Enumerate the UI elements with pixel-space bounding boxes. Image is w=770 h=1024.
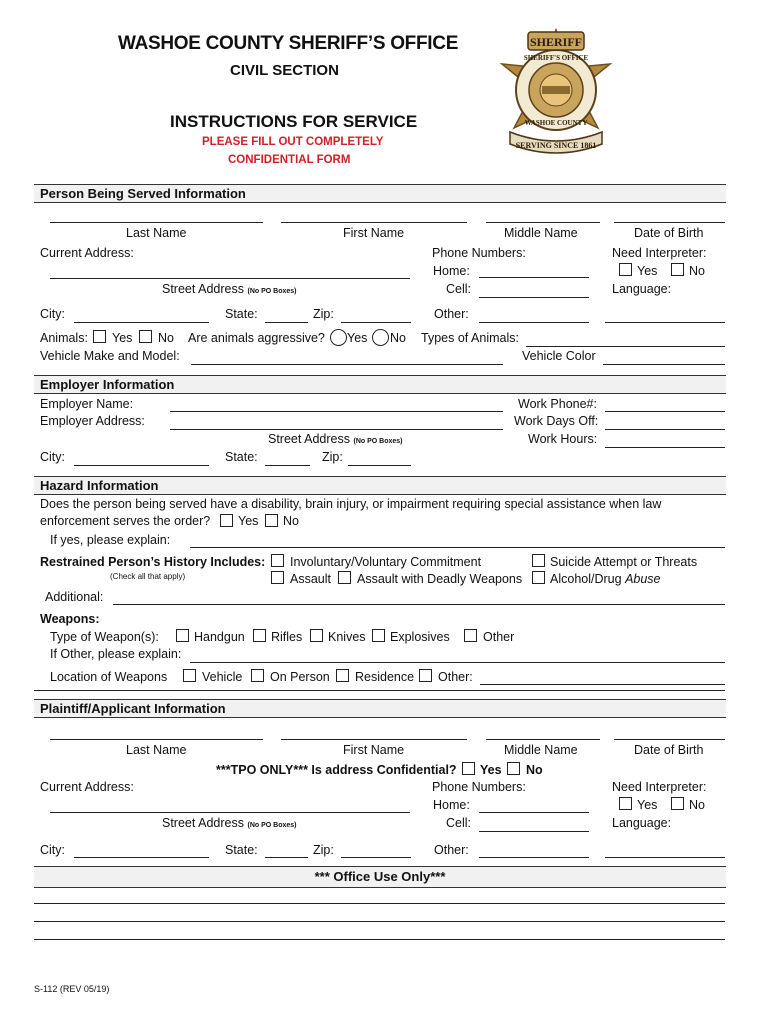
- plaintiff-zip-field[interactable]: [341, 857, 411, 858]
- zip-label: Zip:: [313, 307, 334, 321]
- vehicle-field[interactable]: [191, 364, 503, 365]
- cell-phone-field[interactable]: [479, 297, 589, 298]
- disability-no-checkbox[interactable]: [265, 514, 278, 527]
- location-on-person-checkbox[interactable]: [251, 669, 264, 682]
- cell-label: Cell:: [446, 282, 472, 296]
- explosives-checkbox[interactable]: [372, 629, 385, 642]
- work-hours-label: Work Hours:: [528, 432, 598, 446]
- location-vehicle-checkbox[interactable]: [183, 669, 196, 682]
- plaintiff-other-field[interactable]: [479, 857, 589, 858]
- home-phone-field[interactable]: [479, 277, 589, 278]
- location-other-checkbox[interactable]: [419, 669, 432, 682]
- assault-checkbox[interactable]: [271, 571, 284, 584]
- work-phone-label: Work Phone#:: [518, 397, 597, 411]
- aggressive-label: Are animals aggressive?: [188, 331, 325, 345]
- assault-weapons-label: Assault with Deadly Weapons: [357, 572, 523, 586]
- current-address-label: Current Address:: [40, 246, 134, 260]
- language-field[interactable]: [605, 322, 725, 323]
- plaintiff-last-name-label: Last Name: [126, 743, 187, 757]
- home-label: Home:: [433, 264, 470, 278]
- form-number: S-112 (REV 05/19): [34, 984, 110, 994]
- plaintiff-interpreter-label: Need Interpreter:: [612, 780, 707, 794]
- employer-name-field[interactable]: [170, 411, 503, 412]
- location-vehicle-label: Vehicle: [202, 670, 243, 684]
- work-hours-field[interactable]: [605, 447, 725, 448]
- plaintiff-cell-field[interactable]: [479, 831, 589, 832]
- weapons-label: Weapons:: [40, 612, 100, 626]
- vehicle-label: Vehicle Make and Model:: [40, 349, 180, 363]
- weapon-other-label: Other: [483, 630, 515, 644]
- animals-yes-label: Yes: [112, 331, 133, 345]
- section-header-hazard: Hazard Information: [34, 476, 726, 495]
- sheriff-badge-logo: [490, 28, 622, 160]
- assault-label: Assault: [290, 572, 331, 586]
- alcohol-label: Alcohol/Drug Abuse: [550, 572, 661, 586]
- employer-name-label: Employer Name:: [40, 397, 134, 411]
- plaintiff-middle-name-label: Middle Name: [504, 743, 578, 757]
- office-use-line-3[interactable]: [34, 939, 725, 940]
- plaintiff-interpreter-no-checkbox[interactable]: [671, 797, 684, 810]
- plaintiff-home-field[interactable]: [479, 812, 589, 813]
- confidential-notice: CONFIDENTIAL FORM: [228, 154, 351, 166]
- weapon-other-checkbox[interactable]: [464, 629, 477, 642]
- aggressive-yes-label: Yes: [347, 331, 368, 345]
- knives-checkbox[interactable]: [310, 629, 323, 642]
- dob-label: Date of Birth: [634, 226, 704, 240]
- dob-field[interactable]: [614, 222, 725, 223]
- office-use-line-2[interactable]: [34, 921, 725, 922]
- explosives-label: Explosives: [390, 630, 450, 644]
- tpo-question: ***TPO ONLY*** Is address Confidential?: [216, 763, 457, 777]
- first-name-field[interactable]: [281, 222, 467, 223]
- section-header-plaintiff: Plaintiff/Applicant Information: [34, 699, 726, 718]
- svg-text:WASHOE COUNTY: WASHOE COUNTY: [524, 119, 588, 127]
- disability-question: Does the person being served have a disability, brain injury, or impairment requiring special assistance when law: [40, 497, 662, 511]
- alcohol-checkbox[interactable]: [532, 571, 545, 584]
- plaintiff-dob-field[interactable]: [614, 739, 725, 740]
- animals-no-label: No: [158, 331, 174, 345]
- interpreter-no-label: No: [689, 264, 705, 278]
- employer-city-field[interactable]: [74, 465, 209, 466]
- explain-field[interactable]: [190, 547, 725, 548]
- document-title: INSTRUCTIONS FOR SERVICE: [170, 112, 418, 131]
- types-of-animals-label: Types of Animals:: [421, 331, 519, 345]
- assault-weapons-checkbox[interactable]: [338, 571, 351, 584]
- aggressive-yes-radio[interactable]: [330, 329, 347, 346]
- plaintiff-last-name-field[interactable]: [50, 739, 263, 740]
- need-interpreter-label: Need Interpreter:: [612, 246, 707, 260]
- location-on-person-label: On Person: [270, 670, 330, 684]
- plaintiff-street-label: Street Address (No PO Boxes): [162, 816, 297, 830]
- aggressive-no-radio[interactable]: [372, 329, 389, 346]
- agency-title: WASHOE COUNTY SHERIFF’S OFFICE: [118, 33, 459, 54]
- svg-text:SERVING SINCE 1861: SERVING SINCE 1861: [515, 141, 597, 150]
- plaintiff-first-name-field[interactable]: [281, 739, 467, 740]
- work-phone-field[interactable]: [605, 411, 725, 412]
- section-header-served: Person Being Served Information: [34, 184, 726, 203]
- plaintiff-other-label: Other:: [434, 843, 469, 857]
- first-name-label: First Name: [343, 226, 405, 240]
- language-label: Language:: [612, 282, 672, 296]
- plaintiff-state-field[interactable]: [265, 857, 308, 858]
- work-days-off-field[interactable]: [605, 429, 725, 430]
- rifles-checkbox[interactable]: [253, 629, 266, 642]
- plaintiff-dob-label: Date of Birth: [634, 743, 704, 757]
- plaintiff-middle-name-field[interactable]: [486, 739, 600, 740]
- involuntary-checkbox[interactable]: [271, 554, 284, 567]
- explain-label: If yes, please explain:: [50, 533, 171, 547]
- plaintiff-city-label: City:: [40, 843, 65, 857]
- animals-label: Animals:: [40, 331, 88, 345]
- types-of-animals-field[interactable]: [526, 346, 725, 347]
- city-label: City:: [40, 307, 65, 321]
- zip-field[interactable]: [341, 322, 411, 323]
- aggressive-no-label: No: [390, 331, 406, 345]
- location-residence-checkbox[interactable]: [336, 669, 349, 682]
- plaintiff-state-label: State:: [225, 843, 258, 857]
- interpreter-yes-label: Yes: [637, 264, 658, 278]
- vehicle-color-label: Vehicle Color: [522, 349, 596, 363]
- tpo-no-label: No: [526, 763, 543, 777]
- fill-notice: PLEASE FILL OUT COMPLETELY: [202, 136, 384, 148]
- plaintiff-first-name-label: First Name: [343, 743, 405, 757]
- location-other-label: Other:: [438, 670, 473, 684]
- location-residence-label: Residence: [355, 670, 415, 684]
- plaintiff-language-label: Language:: [612, 816, 672, 830]
- history-label: Restrained Person’s History Includes:: [40, 555, 266, 569]
- employer-address-field[interactable]: [170, 429, 503, 430]
- animals-no-checkbox[interactable]: [139, 330, 152, 343]
- if-other-label: If Other, please explain:: [50, 647, 182, 661]
- plaintiff-interpreter-yes-checkbox[interactable]: [619, 797, 632, 810]
- involuntary-label: Involuntary/Voluntary Commitment: [290, 555, 482, 569]
- plaintiff-interpreter-no-label: No: [689, 798, 705, 812]
- location-other-field[interactable]: [480, 684, 725, 685]
- employer-city-label: City:: [40, 450, 65, 464]
- office-use-line-1[interactable]: [34, 903, 725, 904]
- current-address-field[interactable]: [50, 278, 410, 279]
- employer-state-label: State:: [225, 450, 258, 464]
- employer-state-field[interactable]: [265, 465, 310, 466]
- city-field[interactable]: [74, 322, 209, 323]
- handgun-checkbox[interactable]: [176, 629, 189, 642]
- disability-question-cont: enforcement serves the order?: [40, 514, 211, 528]
- middle-name-label: Middle Name: [504, 226, 578, 240]
- rifles-label: Rifles: [271, 630, 303, 644]
- disability-yes-checkbox[interactable]: [220, 514, 233, 527]
- plaintiff-language-field[interactable]: [605, 857, 725, 858]
- plaintiff-address-field[interactable]: [50, 812, 410, 813]
- section-header-employer: Employer Information: [34, 375, 726, 394]
- middle-name-field[interactable]: [486, 222, 600, 223]
- plaintiff-interpreter-yes-label: Yes: [637, 798, 658, 812]
- employer-zip-field[interactable]: [348, 465, 411, 466]
- last-name-field[interactable]: [50, 222, 263, 223]
- tpo-yes-label: Yes: [480, 763, 502, 777]
- state-field[interactable]: [265, 322, 308, 323]
- interpreter-yes-checkbox[interactable]: [619, 263, 632, 276]
- phone-numbers-label: Phone Numbers:: [432, 246, 526, 260]
- if-other-field[interactable]: [190, 662, 725, 663]
- disability-no-label: No: [283, 514, 299, 528]
- employer-street-label: Street Address (No PO Boxes): [268, 432, 403, 446]
- other-phone-field[interactable]: [479, 322, 589, 323]
- plaintiff-phone-label: Phone Numbers:: [432, 780, 526, 794]
- employer-zip-label: Zip:: [322, 450, 343, 464]
- last-name-label: Last Name: [126, 226, 187, 240]
- knives-label: Knives: [328, 630, 366, 644]
- suicide-label: Suicide Attempt or Threats: [550, 555, 698, 569]
- employer-address-label: Employer Address:: [40, 414, 145, 428]
- animals-yes-checkbox[interactable]: [93, 330, 106, 343]
- plaintiff-home-label: Home:: [433, 798, 470, 812]
- tpo-no-checkbox[interactable]: [507, 762, 520, 775]
- suicide-checkbox[interactable]: [532, 554, 545, 567]
- plaintiff-cell-label: Cell:: [446, 816, 472, 830]
- section-title: CIVIL SECTION: [230, 62, 339, 79]
- check-all-note: (Check all that apply): [110, 572, 186, 581]
- interpreter-no-checkbox[interactable]: [671, 263, 684, 276]
- type-of-weapons-label: Type of Weapon(s):: [50, 630, 159, 644]
- svg-text:SHERIFF: SHERIFF: [529, 35, 583, 49]
- hazard-extra-line[interactable]: [34, 690, 725, 691]
- svg-text:SHERIFF'S OFFICE: SHERIFF'S OFFICE: [523, 54, 589, 62]
- work-days-off-label: Work Days Off:: [514, 414, 599, 428]
- plaintiff-address-label: Current Address:: [40, 780, 134, 794]
- state-label: State:: [225, 307, 258, 321]
- handgun-label: Handgun: [194, 630, 245, 644]
- section-header-office: *** Office Use Only***: [34, 866, 726, 888]
- additional-field[interactable]: [113, 604, 725, 605]
- tpo-yes-checkbox[interactable]: [462, 762, 475, 775]
- plaintiff-zip-label: Zip:: [313, 843, 334, 857]
- location-weapons-label: Location of Weapons: [50, 670, 168, 684]
- plaintiff-city-field[interactable]: [74, 857, 209, 858]
- vehicle-color-field[interactable]: [603, 364, 725, 365]
- additional-label: Additional:: [45, 590, 104, 604]
- other-phone-label: Other:: [434, 307, 469, 321]
- street-address-label: Street Address (No PO Boxes): [162, 282, 297, 296]
- disability-yes-label: Yes: [238, 514, 259, 528]
